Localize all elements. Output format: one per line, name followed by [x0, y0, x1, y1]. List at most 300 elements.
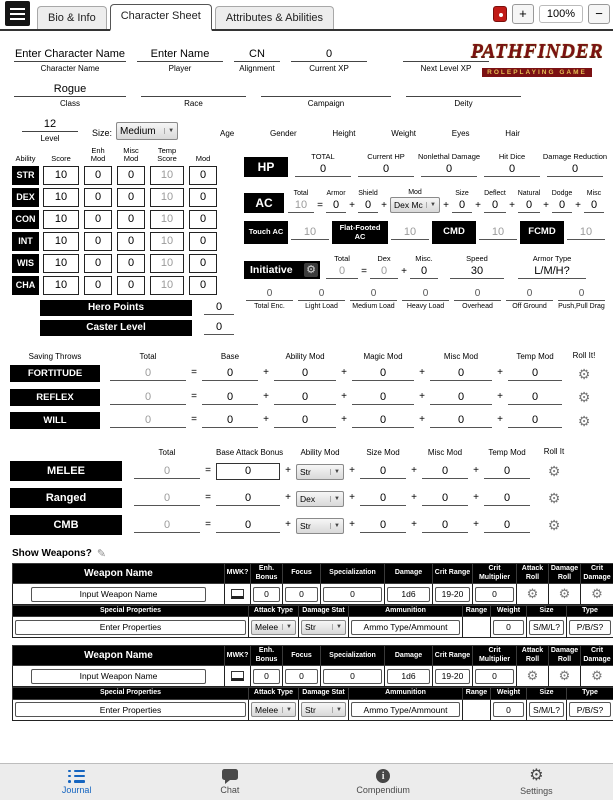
- weapon-2-size-input[interactable]: S/M/L?: [529, 702, 564, 717]
- push-pull-drag-value: 0: [558, 288, 605, 301]
- int-misc-mod-input[interactable]: 0: [117, 232, 145, 251]
- hp-total-label: TOTAL: [311, 152, 335, 161]
- melee-roll-button[interactable]: ⚙: [547, 462, 561, 479]
- weapon-1-crit-range-input[interactable]: 19-20: [435, 587, 470, 602]
- nav-chat[interactable]: [153, 764, 306, 800]
- equals-operator: =: [191, 390, 197, 402]
- info-icon: i: [376, 769, 390, 783]
- melee-total: 0: [134, 464, 200, 479]
- attack-total-header: Total: [158, 448, 176, 458]
- show-weapons-toggle[interactable]: [12, 547, 601, 560]
- ranged-size-mod[interactable]: 0: [360, 491, 406, 506]
- crit-damage-header: Crit Damage: [581, 646, 613, 666]
- con-label: CON: [12, 210, 39, 229]
- ac-misc-input[interactable]: 0: [584, 198, 604, 213]
- weapon-1-focus-input[interactable]: 0: [285, 587, 318, 602]
- cmb-row: [10, 515, 607, 535]
- plus-operator: +: [285, 518, 291, 530]
- fortitude-ability-mod[interactable]: 0: [274, 366, 336, 381]
- chevron-down-icon: ▼: [330, 469, 340, 475]
- cmd-label: CMD: [432, 221, 476, 244]
- reflex-ability-mod[interactable]: 0: [274, 390, 336, 405]
- initiative-total-label: Total: [334, 254, 350, 263]
- weapon-1-crit-multiplier-input[interactable]: 0: [475, 587, 514, 602]
- weapon-1-mwk-checkbox[interactable]: [231, 589, 244, 599]
- fortitude-base-input[interactable]: 0: [202, 366, 258, 381]
- logo-title: PATHFINDER: [470, 40, 604, 62]
- crit-multiplier-header: Crit Multiplier: [473, 646, 517, 666]
- ability-row-str: [12, 166, 242, 185]
- weapon-2-detail-input-row: [13, 699, 613, 720]
- weapon-2-detail-header-row: [13, 688, 613, 699]
- will-base-input[interactable]: 0: [202, 413, 258, 428]
- str-misc-mod-input[interactable]: 0: [117, 166, 145, 185]
- weapon-2-damage-input[interactable]: 1d6: [387, 669, 430, 684]
- wis-label: WIS: [12, 254, 39, 273]
- weapon-2-damage-stat-select[interactable]: Str ▼: [301, 702, 346, 717]
- weapon-1-input-row: [13, 584, 613, 605]
- weapon-2-ammunition-input[interactable]: Ammo Type/Ammount: [351, 702, 460, 717]
- weapon-2-crit-range-input[interactable]: 19-20: [435, 669, 470, 684]
- ability-row-wis: [12, 254, 242, 273]
- special-properties-header: Special Properties: [13, 606, 249, 617]
- reflex-roll-button[interactable]: ⚙: [577, 389, 591, 406]
- alignment-input[interactable]: CN: [234, 47, 280, 62]
- weapon-2-damage-roll-button[interactable]: ⚙: [558, 668, 571, 684]
- weapon-1-type-input[interactable]: P/B/S?: [569, 620, 611, 635]
- weapon-2-attack-type-select[interactable]: Melee ▼: [251, 702, 296, 717]
- weapon-1-attack-type-select[interactable]: Melee ▼: [251, 620, 296, 635]
- weapon-2-weight-input[interactable]: 0: [493, 702, 524, 717]
- cmd-value: 10: [479, 225, 517, 240]
- mod-col-header: Mod: [195, 154, 211, 164]
- weapon-1-crit-damage-roll-button[interactable]: ⚙: [591, 586, 603, 602]
- weapon-2-enh-bonus-input[interactable]: 0: [253, 669, 280, 684]
- type-header: Type: [567, 688, 613, 699]
- ranged-bab[interactable]: 0: [216, 491, 280, 506]
- weight-label: Weight: [391, 129, 417, 138]
- ammunition-header: Ammunition: [349, 688, 463, 699]
- plus-operator: +: [419, 390, 425, 402]
- crit-range-header: Crit Range: [433, 646, 473, 666]
- ac-natural-input[interactable]: 0: [518, 198, 540, 213]
- flat-footed-ac-value: 10: [391, 225, 429, 240]
- nav-settings-label: Settings: [520, 786, 553, 796]
- melee-ability-select[interactable]: Str ▼: [296, 464, 344, 480]
- initiative-misc-input[interactable]: 0: [410, 264, 438, 279]
- special-properties-header: Special Properties: [13, 688, 249, 699]
- con-misc-mod-input[interactable]: 0: [117, 210, 145, 229]
- damage-stat-header: Damage Stat: [299, 606, 349, 617]
- weapon-2-header-row: [13, 646, 613, 666]
- caster-level-row: [40, 320, 242, 336]
- fortitude-magic-mod[interactable]: 0: [352, 366, 414, 381]
- initiative-dex: 0: [370, 264, 398, 279]
- cmb-ability-select[interactable]: Str ▼: [296, 518, 344, 534]
- wis-score-input[interactable]: 10: [43, 254, 79, 273]
- score-col-header: Score: [51, 154, 71, 164]
- ac-dodge-label: Dodge: [551, 190, 573, 197]
- plus-operator: +: [263, 367, 269, 379]
- weapon-2-mwk-checkbox[interactable]: [231, 671, 244, 681]
- weapon-1-detail-table: [12, 605, 613, 638]
- plus-operator: +: [341, 390, 347, 402]
- plus-operator: +: [473, 491, 479, 503]
- cha-enh-mod-input[interactable]: 0: [84, 276, 112, 295]
- dex-mod-input[interactable]: 0: [189, 188, 217, 207]
- saves-roll-it-header: Roll It!: [572, 350, 596, 360]
- plus-operator: +: [509, 200, 515, 211]
- weapon-1-specialization-input[interactable]: 0: [323, 587, 382, 602]
- hit-dice-input[interactable]: 0: [484, 162, 540, 177]
- weapon-1-enh-bonus-input[interactable]: 0: [253, 587, 280, 602]
- zoom-level[interactable]: 100%: [539, 5, 583, 23]
- will-roll-button[interactable]: ⚙: [577, 412, 591, 429]
- will-temp-mod[interactable]: 0: [508, 413, 562, 428]
- damage-header: Damage: [385, 564, 433, 584]
- armor-type-input[interactable]: L/M/H?: [518, 264, 586, 279]
- int-mod-input[interactable]: 0: [189, 232, 217, 251]
- wis-temp-score: 10: [150, 254, 184, 273]
- plus-operator: +: [497, 367, 503, 379]
- weapon-2-crit-damage-roll-button[interactable]: ⚙: [591, 668, 603, 684]
- weapon-2-range-cell[interactable]: [463, 699, 491, 720]
- top-right-controls: [493, 4, 610, 24]
- plus-operator: +: [411, 518, 417, 530]
- specialization-header: Specialization: [321, 564, 385, 584]
- cha-score-input[interactable]: 10: [43, 276, 79, 295]
- abilities-panel: [6, 147, 242, 336]
- weapon-1-damage-input[interactable]: 1d6: [387, 587, 430, 602]
- plus-operator: +: [341, 367, 347, 379]
- ac-size-input[interactable]: 0: [452, 198, 472, 213]
- will-magic-mod[interactable]: 0: [352, 413, 414, 428]
- nav-journal[interactable]: [0, 764, 153, 800]
- equals-operator: =: [191, 414, 197, 426]
- current-hp-label: Current HP: [367, 152, 405, 161]
- reflex-base-input[interactable]: 0: [202, 390, 258, 405]
- next-level-xp-label: Next Level XP: [420, 64, 472, 73]
- speed-label: Speed: [466, 254, 488, 263]
- ability-row-cha: [12, 276, 242, 295]
- heavy-load-value: 0: [402, 288, 449, 301]
- plus-operator: +: [349, 200, 355, 211]
- identity-row-2: [6, 82, 607, 108]
- weapon-2-focus-input[interactable]: 0: [285, 669, 318, 684]
- character-sheet: [0, 31, 613, 763]
- dex-label: DEX: [12, 188, 39, 207]
- will-misc-mod[interactable]: 0: [430, 413, 492, 428]
- crit-range-header: Crit Range: [433, 564, 473, 584]
- armor-type-label: Armor Type: [532, 254, 572, 263]
- enh-mod-col-header: Enh Mod: [90, 146, 106, 164]
- plus-operator: +: [443, 200, 449, 211]
- weapon-1-main-table: [12, 563, 613, 605]
- enh-bonus-header: Enh. Bonus: [251, 564, 283, 584]
- ranged-misc-mod[interactable]: 0: [422, 491, 468, 506]
- crit-damage-header: Crit Damage: [581, 564, 613, 584]
- current-xp-label: Current XP: [309, 64, 349, 73]
- red-dice-icon[interactable]: [493, 6, 507, 22]
- current-hp-input[interactable]: 0: [358, 162, 414, 177]
- melee-size-mod[interactable]: 0: [360, 464, 406, 479]
- range-header: Range: [463, 688, 491, 699]
- con-score-input[interactable]: 10: [43, 210, 79, 229]
- initiative-misc-label: Misc.: [415, 254, 433, 263]
- reflex-label: REFLEX: [10, 389, 100, 406]
- specialization-header: Specialization: [321, 646, 385, 666]
- damage-reduction-input[interactable]: 0: [547, 162, 603, 177]
- damage-roll-header: Damage Roll: [549, 564, 581, 584]
- ac-deflect-input[interactable]: 0: [484, 198, 506, 213]
- mid-section: [6, 147, 607, 336]
- hp-total-input[interactable]: 0: [295, 162, 351, 177]
- attack-type-header: Attack Type: [249, 688, 299, 699]
- range-header: Range: [463, 606, 491, 617]
- ac-natural-label: Natural: [517, 190, 541, 197]
- alignment-label: Alignment: [239, 64, 275, 73]
- total-enc-label: Total Enc.: [254, 303, 285, 310]
- plus-operator: +: [497, 390, 503, 402]
- fortitude-roll-button[interactable]: ⚙: [577, 365, 591, 382]
- nav-journal-label: Journal: [61, 784, 92, 795]
- player-input[interactable]: Enter Name: [137, 47, 223, 62]
- cmb-temp-mod[interactable]: 0: [484, 518, 530, 533]
- ac-row: [244, 184, 607, 213]
- fortitude-temp-mod[interactable]: 0: [508, 366, 562, 381]
- con-mod-input[interactable]: 0: [189, 210, 217, 229]
- int-temp-score: 10: [150, 232, 184, 251]
- initiative-gear-icon[interactable]: ⚙: [304, 263, 318, 277]
- saves-temp-mod-header: Temp Mod: [516, 351, 554, 361]
- melee-misc-mod[interactable]: 0: [422, 464, 468, 479]
- weapon-1-ammunition-input[interactable]: Ammo Type/Ammount: [351, 620, 460, 635]
- size-select[interactable]: [116, 122, 178, 140]
- cmb-total: 0: [134, 518, 200, 533]
- dex-enh-mod-input[interactable]: 0: [84, 188, 112, 207]
- fcmd-value: 10: [567, 225, 605, 240]
- character-name-input[interactable]: Enter Character Name: [14, 48, 126, 60]
- campaign-label: Campaign: [307, 99, 345, 108]
- cmb-bab[interactable]: 0: [216, 518, 280, 533]
- tab-attributes-abilities[interactable]: Attributes & Abilities: [215, 6, 334, 29]
- ability-row-dex: [12, 188, 242, 207]
- campaign-input[interactable]: [261, 82, 391, 97]
- wis-mod-input[interactable]: 0: [189, 254, 217, 273]
- ac-dodge-input[interactable]: 0: [552, 198, 572, 213]
- plus-operator: +: [381, 200, 387, 211]
- light-load-value: 0: [298, 288, 345, 301]
- wis-misc-mod-input[interactable]: 0: [117, 254, 145, 273]
- weapon-2-name-input[interactable]: Input Weapon Name: [31, 669, 206, 684]
- class-input[interactable]: Rogue: [14, 82, 126, 97]
- player-label: Player: [168, 64, 192, 73]
- weapon-name-header: Weapon Name: [13, 564, 225, 584]
- int-score-input[interactable]: 10: [43, 232, 79, 251]
- bio-labels: [220, 129, 520, 138]
- attack-roll-header: Attack Roll: [517, 646, 549, 666]
- ac-armor-label: Armor: [326, 190, 346, 197]
- current-xp-input[interactable]: 0: [291, 47, 367, 62]
- initiative-label: Initiative ⚙: [244, 261, 320, 279]
- level-input[interactable]: 12: [22, 117, 78, 132]
- race-input[interactable]: [141, 82, 246, 97]
- ac-mod-select-value: Dex Mc: [394, 200, 423, 210]
- dex-temp-score: 10: [150, 188, 184, 207]
- ranged-row: [10, 488, 607, 508]
- damage-stat-header: Damage Stat: [299, 688, 349, 699]
- class-label: Class: [59, 99, 80, 108]
- weapon-1-detail-input-row: [13, 617, 613, 638]
- plus-operator: +: [263, 390, 269, 402]
- medium-load-label: Medium Load: [352, 303, 395, 310]
- ability-row-con: [12, 210, 242, 229]
- weapon-2-specialization-input[interactable]: 0: [323, 669, 382, 684]
- ranged-ability-select[interactable]: Dex ▼: [296, 491, 344, 507]
- menu-icon[interactable]: [5, 1, 30, 26]
- wis-enh-mod-input[interactable]: 0: [84, 254, 112, 273]
- nav-chat-label: Chat: [220, 785, 240, 795]
- cmb-misc-mod[interactable]: 0: [422, 518, 468, 533]
- will-row: [10, 412, 607, 431]
- weapon-1-attack-roll-button[interactable]: ⚙: [526, 586, 539, 602]
- ac-size-label: Size: [455, 190, 469, 197]
- mwk-header: MWK?: [225, 564, 251, 584]
- weapon-1-properties-input[interactable]: Enter Properties: [15, 620, 246, 635]
- plus-operator: +: [473, 518, 479, 530]
- ac-shield-label: Shield: [358, 190, 378, 197]
- ranged-temp-mod[interactable]: 0: [484, 491, 530, 506]
- equals-operator: =: [205, 464, 211, 476]
- plus-operator: +: [349, 491, 355, 503]
- dex-misc-mod-input[interactable]: 0: [117, 188, 145, 207]
- top-bar: [0, 0, 613, 31]
- ac-label: AC: [244, 193, 284, 213]
- cmb-size-mod[interactable]: 0: [360, 518, 406, 533]
- melee-label: MELEE: [10, 461, 122, 481]
- encumbrance-row: [244, 288, 607, 311]
- ac-mod-select[interactable]: [390, 197, 440, 213]
- equals-operator: =: [361, 266, 367, 277]
- reflex-total: 0: [110, 390, 186, 405]
- damage-header: Damage: [385, 646, 433, 666]
- deity-label: Deity: [454, 99, 473, 108]
- reflex-temp-mod[interactable]: 0: [508, 390, 562, 405]
- ac-armor-input[interactable]: 0: [326, 198, 346, 213]
- plus-operator: +: [419, 414, 425, 426]
- reflex-row: [10, 388, 607, 407]
- cha-misc-mod-input[interactable]: 0: [117, 276, 145, 295]
- reflex-misc-mod[interactable]: 0: [430, 390, 492, 405]
- fortitude-misc-mod[interactable]: 0: [430, 366, 492, 381]
- plus-operator: +: [401, 266, 407, 277]
- pencil-icon: ✎: [96, 548, 107, 561]
- con-enh-mod-input[interactable]: 0: [84, 210, 112, 229]
- ac-misc-label: Misc: [586, 190, 602, 197]
- weapon-block-1: [12, 563, 611, 638]
- saves-ability-mod-header: Ability Mod: [285, 351, 325, 361]
- deity-input[interactable]: [406, 82, 521, 97]
- weapon-1-weight-input[interactable]: 0: [493, 620, 524, 635]
- hit-dice-label: Hit Dice: [498, 152, 526, 161]
- nonlethal-damage-input[interactable]: 0: [421, 162, 477, 177]
- misc-mod-col-header: Misc Mod: [123, 146, 139, 164]
- touch-ac-value: 10: [291, 225, 329, 240]
- str-mod-input[interactable]: 0: [189, 166, 217, 185]
- size-header: Size: [527, 688, 567, 699]
- dex-score-input[interactable]: 10: [43, 188, 79, 207]
- plus-operator: +: [285, 491, 291, 503]
- nav-compendium[interactable]: [307, 764, 460, 800]
- weapon-2-attack-roll-button[interactable]: ⚙: [526, 668, 539, 684]
- weapon-2-type-input[interactable]: P/B/S?: [569, 702, 611, 717]
- cha-mod-input[interactable]: 0: [189, 276, 217, 295]
- weapon-2-crit-multiplier-input[interactable]: 0: [475, 669, 514, 684]
- caster-level-input[interactable]: 0: [204, 320, 234, 335]
- ac-shield-input[interactable]: 0: [358, 198, 378, 213]
- speed-input[interactable]: 30: [450, 264, 504, 279]
- hero-points-row: [40, 300, 242, 316]
- tab-bio-info[interactable]: Bio & Info: [37, 6, 107, 29]
- initiative-row: [244, 251, 607, 279]
- zoom-in-button[interactable]: +: [512, 4, 534, 24]
- heavy-load-label: Heavy Load: [406, 303, 445, 310]
- str-score-input[interactable]: 10: [43, 166, 79, 185]
- ac-total-label: Total: [293, 190, 309, 197]
- weapon-1-name-input[interactable]: Input Weapon Name: [31, 587, 206, 602]
- cmb-roll-button[interactable]: ⚙: [547, 516, 561, 533]
- saves-misc-mod-header: Misc Mod: [443, 351, 479, 361]
- will-label: WILL: [10, 412, 100, 429]
- str-enh-mod-input[interactable]: 0: [84, 166, 112, 185]
- weight-header: Weight: [491, 606, 527, 617]
- will-ability-mod[interactable]: 0: [274, 413, 336, 428]
- weapon-1-damage-stat-select[interactable]: Str ▼: [301, 620, 346, 635]
- hero-points-input[interactable]: 0: [204, 300, 234, 315]
- attack-ability-mod-header: Ability Mod: [300, 448, 340, 458]
- weapon-2-properties-input[interactable]: Enter Properties: [15, 702, 246, 717]
- weapon-1-damage-roll-button[interactable]: ⚙: [558, 586, 571, 602]
- con-temp-score: 10: [150, 210, 184, 229]
- reflex-magic-mod[interactable]: 0: [352, 390, 414, 405]
- size-header: Size: [527, 606, 567, 617]
- attack-temp-mod-header: Temp Mod: [488, 448, 526, 458]
- melee-bab-input[interactable]: 0: [216, 463, 280, 480]
- zoom-out-button[interactable]: −: [588, 4, 610, 24]
- weapon-1-range-cell[interactable]: [463, 617, 491, 638]
- attacks-header: [10, 448, 607, 457]
- damage-reduction-label: Damage Reduction: [542, 152, 608, 161]
- damage-roll-header: Damage Roll: [549, 646, 581, 666]
- nav-settings[interactable]: [460, 764, 613, 800]
- overhead-label: Overhead: [462, 303, 493, 310]
- temp-score-col-header: Temp Score: [157, 146, 177, 164]
- pathfinder-logo: [465, 41, 609, 79]
- weapon-1-size-input[interactable]: S/M/L?: [529, 620, 564, 635]
- fortitude-total: 0: [110, 366, 186, 381]
- melee-temp-mod[interactable]: 0: [484, 464, 530, 479]
- hp-row: [244, 147, 607, 177]
- int-enh-mod-input[interactable]: 0: [84, 232, 112, 251]
- ranged-roll-button[interactable]: ⚙: [547, 489, 561, 506]
- fortitude-row: [10, 365, 607, 384]
- total-enc-value: 0: [246, 288, 293, 301]
- tab-character-sheet[interactable]: Character Sheet: [110, 4, 212, 31]
- focus-header: Focus: [283, 564, 321, 584]
- ranged-label: Ranged: [10, 488, 122, 508]
- saving-throws-header: [10, 352, 607, 361]
- hair-label: Hair: [505, 129, 520, 138]
